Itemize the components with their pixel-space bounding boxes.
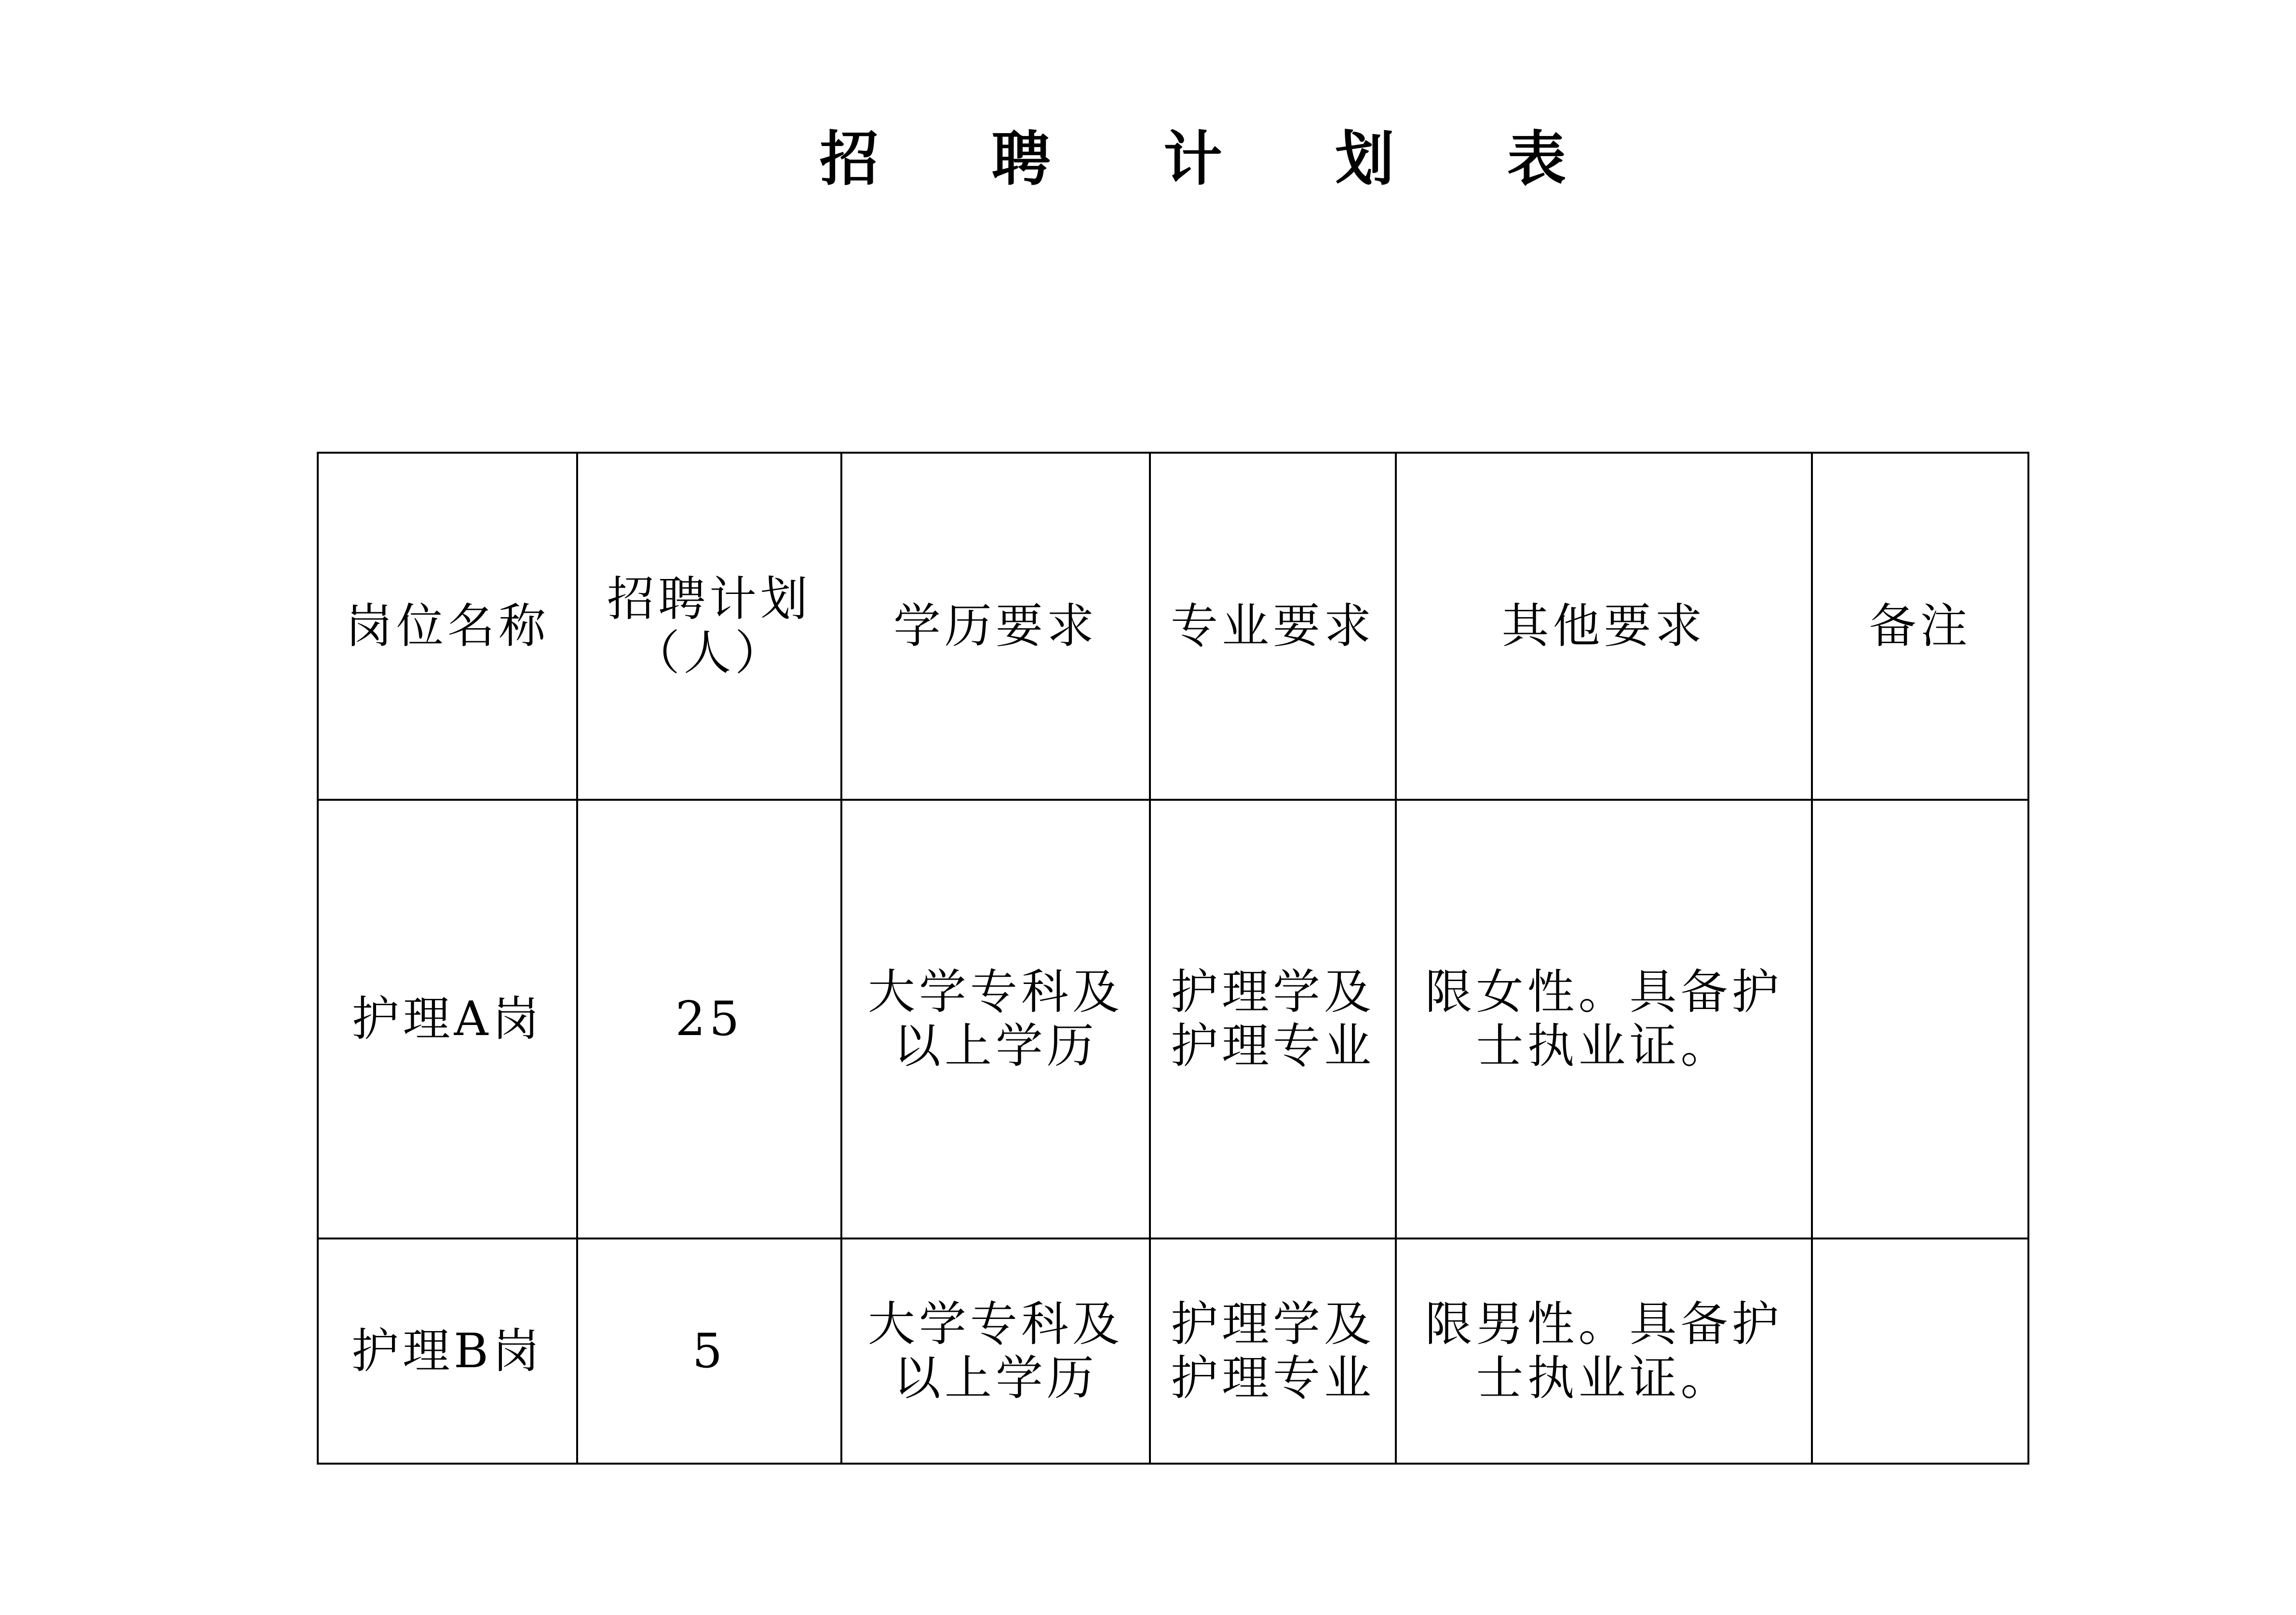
header-remarks: 备注 bbox=[1812, 453, 2028, 800]
cell-major: 护理学及 护理专业 bbox=[1150, 1238, 1396, 1464]
recruitment-plan-table bbox=[317, 452, 2029, 1465]
cell-position-name: 护理A岗 bbox=[318, 800, 577, 1238]
cell-education: 大学专科及 以上学历 bbox=[841, 1238, 1150, 1464]
table-header-row bbox=[318, 453, 2028, 800]
cell-remarks bbox=[1812, 800, 2028, 1238]
table-row bbox=[318, 800, 2028, 1238]
cell-other-requirements: 限女性。具备护 士执业证。 bbox=[1396, 800, 1812, 1238]
header-other-requirements: 其他要求 bbox=[1396, 453, 1812, 800]
cell-hiring-count: 5 bbox=[577, 1238, 841, 1464]
cell-education: 大学专科及 以上学历 bbox=[841, 800, 1150, 1238]
header-major: 专业要求 bbox=[1150, 453, 1396, 800]
table-row bbox=[318, 1238, 2028, 1464]
header-position-name: 岗位名称 bbox=[318, 453, 577, 800]
header-hiring-count: 招聘计划 （人） bbox=[577, 453, 841, 800]
cell-remarks bbox=[1812, 1238, 2028, 1464]
cell-position-name: 护理B岗 bbox=[318, 1238, 577, 1464]
page-title: 招 聘 计 划 表 bbox=[820, 125, 1612, 193]
cell-hiring-count: 25 bbox=[577, 800, 841, 1238]
header-education: 学历要求 bbox=[841, 453, 1150, 800]
cell-major: 护理学及 护理专业 bbox=[1150, 800, 1396, 1238]
cell-other-requirements: 限男性。具备护 士执业证。 bbox=[1396, 1238, 1812, 1464]
